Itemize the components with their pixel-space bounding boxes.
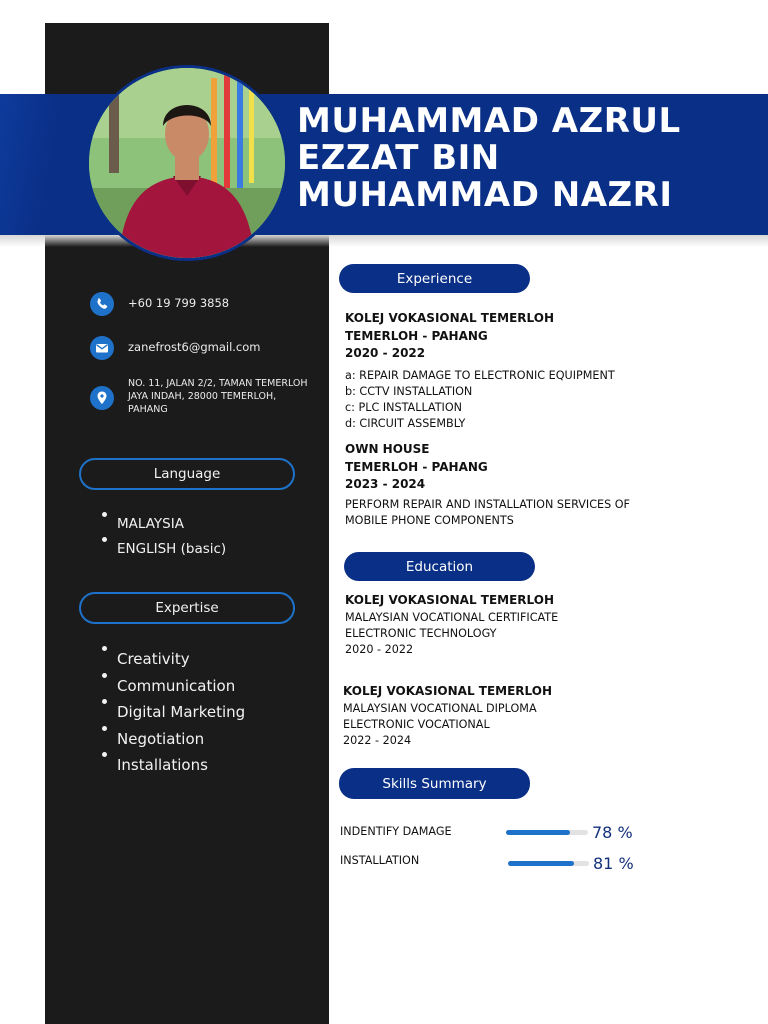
full-name [297, 103, 757, 214]
education-2-detail: ELECTRONIC VOCATIONAL [343, 717, 490, 731]
phone-number: +60 19 799 3858 [128, 296, 230, 310]
profile-photo [86, 65, 288, 261]
education-1-detail: ELECTRONIC TECHNOLOGY [345, 626, 497, 640]
experience-1-location: TEMERLOH - PAHANG [345, 328, 488, 343]
name-line-2: EZZAT BIN [297, 138, 500, 178]
phone-icon [90, 292, 114, 316]
profile-photo-illustration [89, 68, 285, 258]
experience-1-detail: a: REPAIR DAMAGE TO ELECTRONIC EQUIPMENT [345, 368, 615, 382]
experience-2-detail: PERFORM REPAIR AND INSTALLATION SERVICES OF [345, 497, 630, 511]
language-heading: Language [79, 458, 295, 490]
experience-entry-2 [345, 441, 630, 529]
address-line-3: PAHANG [128, 404, 168, 415]
experience-2-org: OWN HOUSE [345, 442, 430, 456]
language-item: ENGLISH (basic) [117, 537, 226, 562]
skill-bar-fill [506, 830, 570, 835]
experience-1-detail: d: CIRCUIT ASSEMBLY [345, 416, 466, 430]
experience-1-detail: c: PLC INSTALLATION [345, 400, 463, 414]
experience-2-dates: 2023 - 2024 [345, 477, 426, 491]
education-entry-2 [343, 683, 552, 749]
language-list [117, 512, 226, 562]
email-address: zanefrost6@gmail.com [128, 340, 261, 354]
expertise-heading: Expertise [79, 592, 295, 624]
experience-1-dates: 2020 - 2022 [345, 346, 426, 360]
experience-heading: Experience [339, 264, 530, 293]
skill-label: INDENTIFY DAMAGE [340, 825, 452, 838]
expertise-item: Negotiation [117, 726, 245, 753]
education-heading: Education [344, 552, 535, 581]
skill-label: INSTALLATION [340, 854, 420, 867]
address-line-2: JAYA INDAH, 28000 TEMERLOH, [128, 391, 277, 402]
contact-address [90, 378, 308, 416]
experience-1-detail: b: CCTV INSTALLATION [345, 384, 473, 398]
education-1-school: KOLEJ VOKASIONAL TEMERLOH [345, 593, 554, 607]
banner-shadow [0, 235, 768, 247]
education-1-detail: MALAYSIAN VOCATIONAL CERTIFICATE [345, 610, 559, 624]
experience-entry-1 [345, 310, 615, 432]
email-icon [90, 336, 114, 360]
address [128, 377, 308, 416]
expertise-item: Installations [117, 752, 245, 779]
name-line-1: MUHAMMAD AZRUL [297, 101, 681, 141]
banner-sweep [0, 94, 80, 235]
education-2-detail: 2022 - 2024 [343, 733, 412, 747]
education-entry-1 [345, 592, 558, 658]
skill-bar-track [508, 861, 589, 866]
expertise-list [117, 646, 245, 779]
education-2-detail: MALAYSIAN VOCATIONAL DIPLOMA [343, 701, 537, 715]
contact-phone [90, 292, 229, 316]
expertise-item: Digital Marketing [117, 699, 245, 726]
skill-bar-track [506, 830, 588, 835]
experience-1-org: KOLEJ VOKASIONAL TEMERLOH [345, 311, 554, 325]
skill-percent: 78 % [592, 823, 633, 842]
skills-heading: Skills Summary [339, 768, 530, 799]
language-item: MALAYSIA [117, 512, 226, 537]
skill-bar-fill [508, 861, 574, 866]
expertise-item: Communication [117, 673, 245, 700]
name-line-3: MUHAMMAD NAZRI [297, 175, 673, 215]
location-pin-icon [90, 386, 114, 410]
education-1-detail: 2020 - 2022 [345, 642, 414, 656]
experience-2-detail: MOBILE PHONE COMPONENTS [345, 513, 514, 527]
address-line-1: NO. 11, JALAN 2/2, TAMAN TEMERLOH [128, 378, 308, 389]
education-2-school: KOLEJ VOKASIONAL TEMERLOH [343, 684, 552, 698]
contact-email [90, 336, 260, 360]
skill-percent: 81 % [593, 854, 634, 873]
experience-2-location: TEMERLOH - PAHANG [345, 459, 488, 474]
expertise-item: Creativity [117, 646, 245, 673]
